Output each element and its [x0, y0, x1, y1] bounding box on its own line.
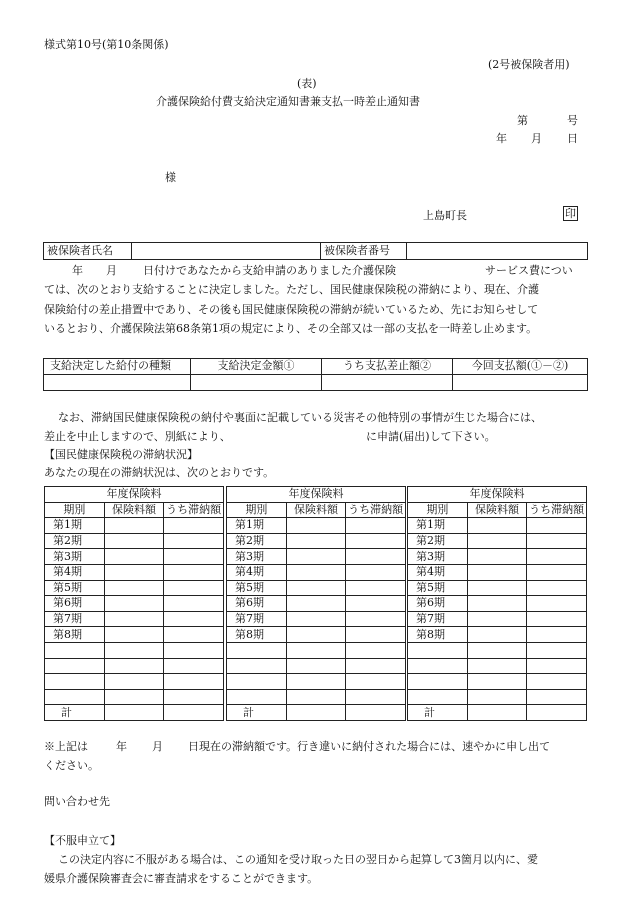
period-label: 第5期	[227, 580, 287, 596]
notice-line2b: に申請(届出)して下さい。	[366, 430, 496, 443]
arrears-group-header: 年度保険料	[227, 487, 406, 503]
total-label: 計	[227, 705, 287, 721]
remark-year: 年	[116, 740, 127, 753]
period-label: 第3期	[45, 549, 105, 565]
notice-line1: なお、滞納国民健康保険税の納付や裏面に記載している災害その他特別の事情が生じた場合には、	[58, 411, 542, 424]
period-label: 第3期	[227, 549, 287, 565]
target-label: (2号被保険者用)	[488, 58, 570, 71]
period-label: 第1期	[45, 518, 105, 534]
seal-mark	[563, 206, 578, 221]
objection-heading: 【不服申立て】	[44, 834, 121, 847]
body-year: 年	[72, 264, 83, 277]
payment-header-amount: 支給決定金額①	[191, 359, 322, 375]
period-label: 第1期	[227, 518, 287, 534]
seal-text: 印	[565, 207, 576, 220]
total-label: 計	[408, 705, 468, 721]
insured-number-label: 被保険者番号	[321, 243, 407, 260]
col-premium: 保険料額	[467, 502, 527, 518]
body-line4: いるとおり、介護保険法第68条第1項の規定により、その全部又は一部の支払を一時差し止めます。	[44, 322, 538, 335]
period-label: 第6期	[408, 596, 468, 612]
form-number: 様式第10号(第10条関係)	[44, 38, 169, 51]
col-premium: 保険料額	[286, 502, 346, 518]
period-label: 第2期	[45, 533, 105, 549]
payment-cell	[44, 375, 191, 391]
col-arrears: うち滞納額	[164, 502, 224, 518]
payment-header-type: 支給決定した給付の種類	[44, 359, 191, 375]
arrears-intro: あなたの現在の滞納状況は、次のとおりです。	[44, 466, 275, 479]
arrears-table	[226, 486, 406, 721]
date-year: 年	[496, 132, 507, 145]
date-month: 月	[531, 132, 542, 145]
body-line3: 保険給付の差止措置中であり、その後も国民健康保険税の滞納が続いているため、先にお知らせして	[44, 303, 539, 316]
front-label: (表)	[297, 77, 317, 90]
objection-line2: 媛県介護保険審査会に審査請求をすることができます。	[44, 872, 319, 885]
insured-number-value	[407, 243, 588, 260]
period-label: 第7期	[227, 611, 287, 627]
arrears-table	[407, 486, 587, 721]
arrears-group-header: 年度保険料	[45, 487, 224, 503]
payment-header-this-time: 今回支払額(①－②)	[453, 359, 588, 375]
col-period: 期別	[45, 502, 105, 518]
recipient-honorific: 様	[165, 171, 176, 184]
period-label: 第1期	[408, 518, 468, 534]
notice-line2a: 差止を中止しますので、別紙により、	[44, 430, 231, 443]
period-label: 第6期	[45, 596, 105, 612]
remark-prefix: ※上記は	[44, 740, 88, 753]
arrears-group-2	[226, 486, 406, 721]
period-label: 第4期	[227, 564, 287, 580]
date-day: 日	[567, 132, 578, 145]
body-month: 月	[106, 264, 117, 277]
objection-line1: この決定内容に不服がある場合は、この通知を受け取った日の翌日から起算して3箇月以内に、愛	[58, 853, 538, 866]
insured-name-value	[132, 243, 321, 260]
col-premium: 保険料額	[104, 502, 164, 518]
arrears-group-3	[407, 486, 587, 721]
payment-header-suspended: うち支払差止額②	[322, 359, 453, 375]
remark-month: 月	[152, 740, 163, 753]
body-line2: ては、次のとおり支給することに決定しました。ただし、国民健康保険税の滞納により、現在、介護	[44, 283, 539, 296]
body-line1: 日付けであなたから支給申請のありました介護保険	[143, 264, 396, 277]
payment-cell	[191, 375, 322, 391]
period-label: 第3期	[408, 549, 468, 565]
remark-line1: 日現在の滞納額です。行き違いに納付された場合には、速やかに申し出て	[188, 740, 551, 753]
period-label: 第7期	[408, 611, 468, 627]
arrears-group-header: 年度保険料	[408, 487, 587, 503]
insured-table	[43, 242, 588, 260]
period-label: 第7期	[45, 611, 105, 627]
payment-table	[43, 358, 588, 391]
doc-number-prefix: 第	[517, 114, 528, 127]
period-label: 第2期	[408, 533, 468, 549]
payment-cell	[453, 375, 588, 391]
period-label: 第2期	[227, 533, 287, 549]
arrears-group-1	[44, 486, 224, 721]
period-label: 第5期	[408, 580, 468, 596]
period-label: 第4期	[45, 564, 105, 580]
doc-number-suffix: 号	[567, 114, 578, 127]
period-label: 第8期	[45, 627, 105, 643]
document-title: 介護保険給付費支給決定通知書兼支払一時差止通知書	[156, 95, 420, 108]
period-label: 第5期	[45, 580, 105, 596]
total-label: 計	[45, 705, 105, 721]
col-arrears: うち滞納額	[346, 502, 406, 518]
col-period: 期別	[408, 502, 468, 518]
contact-label: 問い合わせ先	[44, 795, 110, 808]
period-label: 第8期	[227, 627, 287, 643]
sender-name: 上島町長	[423, 209, 467, 222]
arrears-table	[44, 486, 224, 721]
period-label: 第4期	[408, 564, 468, 580]
payment-cell	[322, 375, 453, 391]
period-label: 第8期	[408, 627, 468, 643]
insured-name-label: 被保険者氏名	[44, 243, 132, 260]
body-line1-end: サービス費につい	[485, 264, 573, 277]
col-arrears: うち滞納額	[527, 502, 587, 518]
period-label: 第6期	[227, 596, 287, 612]
col-period: 期別	[227, 502, 287, 518]
arrears-heading: 【国民健康保険税の滞納状況】	[44, 448, 198, 461]
remark-line2: ください。	[44, 759, 99, 772]
